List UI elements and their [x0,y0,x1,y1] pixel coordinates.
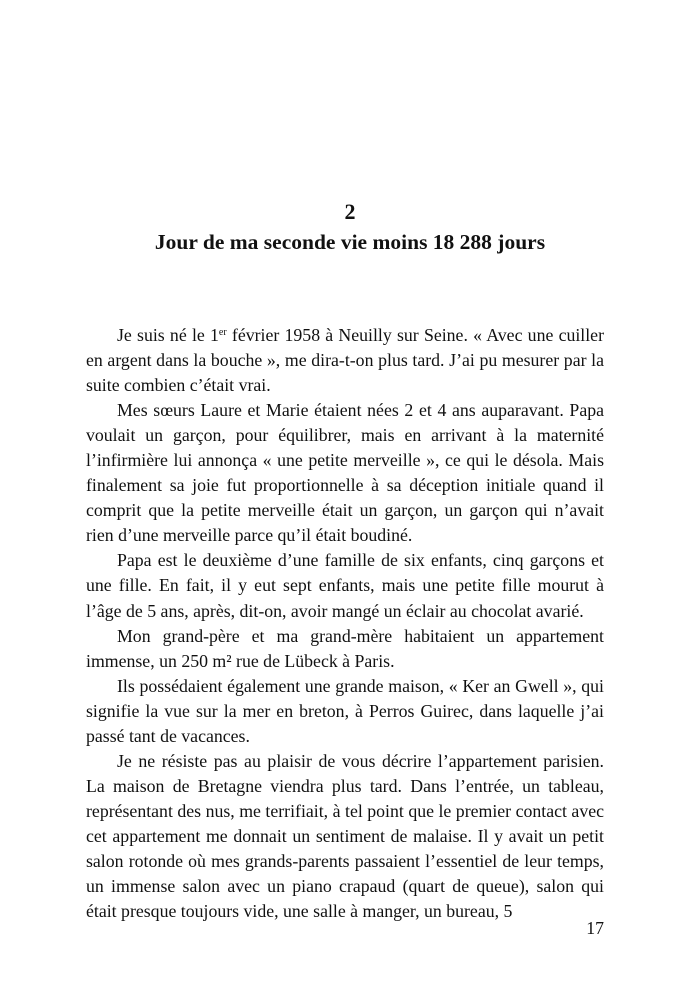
page-number: 17 [586,918,604,938]
body-text [86,323,604,924]
paragraph: Ils possédaient également une grande maison, « Ker an Gwell », qui signifie la vue sur la mer en breton, à Perros Guirec, dans laquelle j’ai passé tant de vacances. [86,675,604,746]
ordinal-superscript: er [218,327,227,338]
paragraph: Papa est le deuxième d’une famille de six enfants, cinq garçons et une fille. En fait, il y eut sept enfants, mais une petite fille mourut à l’âge de 5 ans, après, dit-on, avoir mangé un éclair au chocolat avarié. [86,550,604,621]
paragraph: Je ne résiste pas au plaisir de vous décrire l’appartement parisien. La maison de Bretagne viendra plus tard. Dans l’entrée, un tableau, représentant des nus, me terrifiait, à tel point que le premier contact avec cet appartement me donnait un sentiment de malaise. Il y avait un petit salon rotonde où mes grands-parents passaient l’essentiel de leur temps, un immense salon avec un piano crapaud (quart de queue), salon qui était presque toujours vide, une salle à manger, un bureau, 5 [86,750,604,922]
paragraph [86,323,604,398]
paragraph-text: février 1958 à Neuilly sur Seine. « Avec une cuiller en argent dans la bouche », me dira-t-on plus tard. J’ai pu mesurer par la suite combien c’était vrai. [86,325,604,396]
paragraph: Mes sœurs Laure et Marie étaient nées 2 et 4 ans auparavant. Papa voulait un garçon, pour équilibrer, mais en arrivant à la maternité l’infirmière lui annonça « une petite merveille », ce qui le désola. Mais finalement sa joie fut proportionnelle à sa déception initiale quand il comprit que la petite merveille était un garçon, un garçon qui n’avait rien d’une merveille parce qu’il était boudiné. [86,400,604,546]
chapter-number: 2 [344,199,356,224]
paragraph-text: Je suis né le 1 [117,325,219,345]
chapter-title: Jour de ma seconde vie moins 18 288 jours [154,230,546,254]
paragraph: Mon grand-père et ma grand-mère habitaient un appartement immense, un 250 m² rue de Lübeck à Paris. [86,625,604,671]
